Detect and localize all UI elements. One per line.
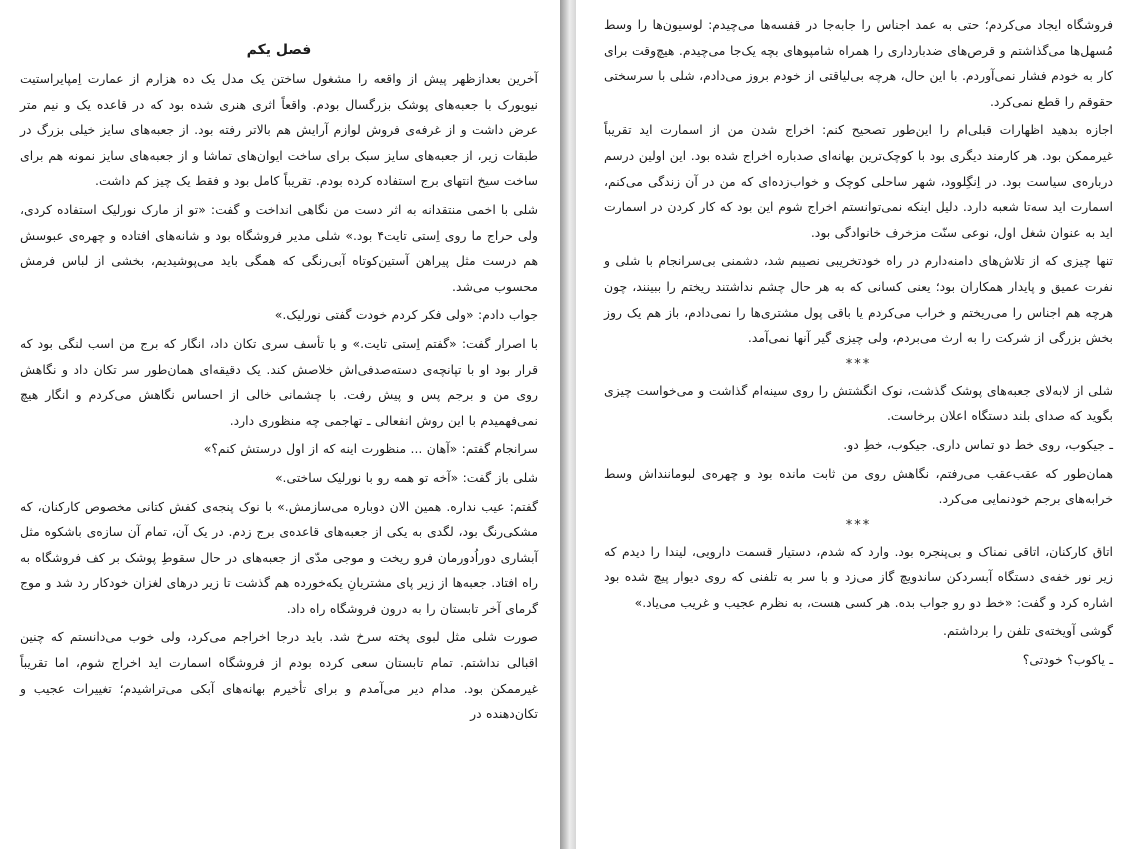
paragraph: شلی باز گفت: «آخه تو همه رو با نورلیک ساختی.»	[274, 469, 538, 485]
section-separator: ***	[845, 517, 872, 533]
paragraph: سرانجام گفتم: «آهان ... منظورت اینه که از اول درستش کنم؟»	[203, 441, 538, 457]
paragraph: همان‌طور که عقب‌عقب می‌رفتم، نگاهش روی من ثابت مانده بود و چهره‌ی لبوماننداش وسط خرابه‌های برجم خودنمایی می‌کرد.	[604, 465, 1113, 507]
paragraph: شلی با اخمی منتقدانه به اثر دست من نگاهی انداخت و گفت: «تو از مارک نورلیک استفاده کردی، ولی حراج ما روی اِستی تایت۴ بود.» شلی مدیر فروشگاه بود و شانه‌های افتاده و چهره‌ی عبوسش هم درست مثل پیراهن آستین‌کوتاه آبی‌رنگی که همگی باید می‌پوشیدیم، بخشی از لباس فرمش محسوب می‌شد.	[20, 201, 538, 294]
paragraph: جواب دادم: «ولی فکر کردم خودت گفتی نورلیک.»	[274, 307, 538, 323]
paragraph: اتاق کارکنان، اتاقی نمناک و بی‌پنجره بود. وارد که شدم، دستیار قسمت دارویی، لیندا را دیدم که زیر نور خفه‌ی دستگاه آبسردکن ساندویچ گاز می‌زد و با سر به تلفنی که روی دیوار پیچ شده بود اشاره کرد و گفت: «خط دو رو جواب بده. هر کسی هست، به نظرم عجیب و غریب می‌یاد.»	[604, 543, 1113, 610]
paragraph: ـ یاکوب؟ خودتی؟	[1022, 652, 1113, 668]
right-page	[576, 0, 1139, 849]
paragraph: تنها چیزی که از تلاش‌های دامنه‌دارم در راه خودتخریبی نصیبم شد، دشمنی بی‌سرانجام با شلی و نفرت عمیق و پایدار همکاران بود؛ یعنی کسانی که به هر حال چشم نداشتند ریختم را ببینند، چون هرچه هم اجناس را می‌ریختم و خراب می‌کردم یا باقی پول مشتری‌ها را نمی‌دادم، باز هم یک روز بخش بزرگی از شرکت را به ارث می‌بردم، ولی چیزی گیر آنها نمی‌آمد.	[604, 253, 1113, 346]
paragraph: اجازه بدهید اظهارات قبلی‌ام را این‌طور تصحیح کنم: اخراج شدن من از اسمارت اید تقریباً غیرممکن بود. هر کارمند دیگری بود با کوچک‌ترین بهانه‌ای صدباره اخراج شده بود. این اولین درسم درباره‌ی سیاست بود. در اِنگِلوود، شهر ساحلی کوچک و خواب‌زده‌ای که من در آن زندگی می‌کنم، اسمارت اید سه‌تا شعبه دارد. دلیل اینکه نمی‌توانستم اخراج شوم این بود که کار کردن در اسمارت اید به عنوان شغل اول، نوعی سنّت مزخرف خانوادگی بود.	[604, 122, 1113, 240]
chapter-title: فصل یکم	[246, 42, 312, 58]
section-separator: ***	[845, 356, 872, 372]
paragraph: گفتم: عیب نداره. همین الان دوباره می‌سازمش.» با نوک پنجه‌ی کفش کتانی مخصوص کارکنان، که مشکی‌رنگ بود، لگدی به یکی از جعبه‌های قاعده‌ی برج زدم. در یک آن، تمام آن سازه‌ی باشکوه مثل آبشاری دوراُدورمان فرو ریخت و موجی مدّی از جعبه‌های در حال سقوطِ پوشک بر کف فروشگاه به راه افتاد. جعبه‌ها از زیر پای مشتریانِ یکه‌خورده هم گذشت تا زیر درهای لغزان خودکار رد شد و موج گرمای آخر تابستان را به درون فروشگاه راه داد.	[20, 498, 538, 616]
left-page	[0, 0, 560, 849]
book-spine-gutter	[560, 0, 576, 849]
paragraph: صورت شلی مثل لبوی پخته سرخ شد. باید درجا اخراجم می‌کرد، ولی خوب می‌دانستم که چنین اقبالی نداشتم. تمام تابستان سعی کرده بودم از فروشگاه اسمارت اید اخراج شوم، اما تقریباً غیرممکن بود. مدام دیر می‌آمدم و برای تأخیرم بهانه‌های آبکی می‌تراشیدم؛ تغییرات عجیب و تکان‌دهنده در	[20, 629, 538, 722]
paragraph: ـ جیکوب، روی خط دو تماس داری. جیکوب، خطِ دو.	[843, 436, 1113, 452]
paragraph: شلی از لابه‌لای جعبه‌های پوشک گذشت، نوک انگشتش را روی سینه‌ام گذاشت و می‌خواست چیزی بگوید که صدای بلند دستگاه اعلان برخاست.	[604, 382, 1113, 424]
paragraph: با اصرار گفت: «گفتم اِستی تایت.» و با تأسف سری تکان داد، انگار که برج من اسب لنگی بود که قرار بود او با تپانچه‌ی دسته‌صدفی‌اش خلاصش کند. یک دقیقه‌ای همان‌طور سر تکان داد و نگاهش روی من و برجم پس و پیش رفت. با چشمانی خالی از احساس نگاهش می‌کردم و انگار هیچ نمی‌فهمیدم با این روش انفعالی ـ تهاجمی چه منظوری دارد.	[20, 335, 538, 428]
paragraph: فروشگاه ایجاد می‌کردم؛ حتی به عمد اجناس را جابه‌جا در قفسه‌ها می‌چیدم: لوسیون‌ها را وسط مُسهل‌ها می‌گذاشتم و قرص‌های ضدبارداری را همراه شامپوهای بچه یک‌جا می‌چیدم. هیچ‌وقت برای کار به خودم فشار نمی‌آوردم. با این حال، هرچه بی‌لیاقتی از خودم بروز می‌دادم، شلی با سرسختی حقوقم را قطع نمی‌کرد.	[604, 17, 1113, 109]
paragraph: گوشی آویخته‌ی تلفن را برداشتم.	[943, 623, 1113, 639]
paragraph: آخرین بعدازظهر پیش از واقعه را مشغول ساختن یک مدل یک ده هزارم از عمارت اِمپایراستیت نیویورک با جعبه‌های پوشک بزرگسال بودم. واقعاً اثری هنری شده بود که در قاعده یک و نیم متر عرض داشت و از غرفه‌ی فروش لوازم آرایش هم بالاتر رفته بود. از جعبه‌های سایز خیلی بزرگ در طبقات زیر، از جعبه‌های سایز سبک برای ساخت ایوان‌های تماشا و از جعبه‌های سایز نمونه هم برای ساخت سیخ انتهای برج استفاده کرده بودم. تقریباً کامل بود و فقط یک چیز کم داشت.	[20, 71, 538, 189]
